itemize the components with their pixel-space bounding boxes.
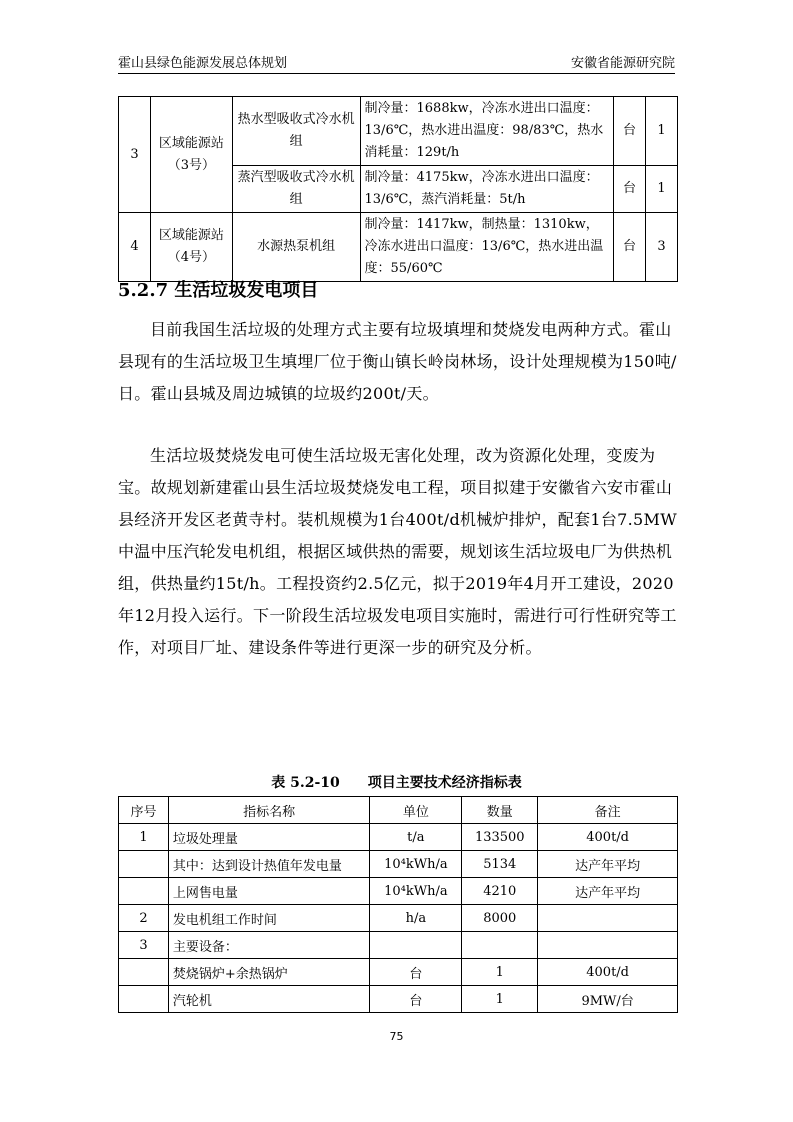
cell: [119, 878, 169, 905]
cell: 400t/d: [538, 959, 678, 986]
cell: [370, 932, 462, 959]
cell: 3: [119, 932, 169, 959]
cell: 9MW/台: [538, 986, 678, 1013]
table-row: [119, 905, 678, 932]
table-row: [119, 824, 678, 851]
station-name: 区域能源站 （4号）: [150, 213, 232, 282]
cell: 主要设备：: [168, 932, 369, 959]
cell: 1: [462, 986, 538, 1013]
table-row: [119, 213, 678, 282]
cell: [538, 905, 678, 932]
cell: 2: [119, 905, 169, 932]
cell: 1: [462, 959, 538, 986]
cell: 上网售电量: [168, 878, 369, 905]
cell: [462, 932, 538, 959]
table-row: [119, 986, 678, 1013]
cell: 5134: [462, 851, 538, 878]
cell: h/a: [370, 905, 462, 932]
cell: 发电机组工作时间: [168, 905, 369, 932]
cell: [538, 932, 678, 959]
header-rule: [118, 73, 675, 74]
column-header: 单位: [370, 797, 462, 824]
equipment-type: 水源热泵机组: [232, 213, 360, 282]
cell: [119, 959, 169, 986]
cell: 台: [370, 986, 462, 1013]
cell: 台: [370, 959, 462, 986]
cell: 1: [119, 824, 169, 851]
cell: 400t/d: [538, 824, 678, 851]
table-caption: 表 5.2-10 项目主要技术经济指标表: [271, 775, 522, 791]
cell: 焚烧锅炉+余热锅炉: [168, 959, 369, 986]
header-title: 霍山县绿色能源发展总体规划: [118, 56, 288, 71]
cell: 8000: [462, 905, 538, 932]
equipment-params: 制冷量：1417kw，制热量：1310kw，冷冻水进出口温度：13/6℃，热水进出温度：55/60℃: [360, 213, 614, 282]
equipment-qty: 1: [646, 97, 678, 166]
cell: 10⁴kWh/a: [370, 851, 462, 878]
cell: 133500: [462, 824, 538, 851]
page-number: 75: [389, 1030, 404, 1043]
row-number: 3: [119, 97, 151, 213]
section-heading: 5.2.7 生活垃圾发电项目: [118, 280, 319, 301]
equipment-unit: 台: [614, 213, 646, 282]
column-header: 数量: [462, 797, 538, 824]
paragraph: 生活垃圾焚烧发电可使生活垃圾无害化处理，改为资源化处理，变废为宝。故规划新建霍山县生活垃圾焚烧发电工程，项目拟建于安徽省六安市霍山县经济开发区老黄寺村。装机规模为1台400t/d机械炉排炉，配套1台7.5MW中温中压汽轮发电机组，根据区域供热的需要，规划该生活垃圾电厂为供热机组，供热量约15t/h。工程投资约2.5亿元，拟于2019年4月开工建设，2020年12月投入运行。下一阶段生活垃圾发电项目实施时，需进行可行性研究等工作，对项目厂址、建设条件等进行更深一步的研究及分析。: [118, 446, 677, 657]
station-name: 区域能源站 （3号）: [150, 97, 232, 213]
header-org: 安徽省能源研究院: [570, 56, 675, 71]
table-header-row: [119, 797, 678, 824]
equipment-qty: 3: [646, 213, 678, 282]
equipment-table: [118, 96, 678, 282]
table-row: [119, 959, 678, 986]
equipment-type: 热水型吸收式冷水机组: [232, 97, 360, 166]
equipment-params: 制冷量：4175kw，冷冻水进出口温度：13/6℃，蒸汽消耗量：5t/h: [360, 166, 614, 213]
cell: 达产年平均: [538, 851, 678, 878]
table-row: [119, 932, 678, 959]
table-row: [119, 878, 678, 905]
equipment-qty: 1: [646, 166, 678, 213]
column-header: 指标名称: [168, 797, 369, 824]
equipment-unit: 台: [614, 166, 646, 213]
cell: [119, 851, 169, 878]
cell: [119, 986, 169, 1013]
row-number: 4: [119, 213, 151, 282]
equipment-params: 制冷量：1688kw，冷冻水进出口温度：13/6℃，热水进出温度：98/83℃，热水消耗量：129t/h: [360, 97, 614, 166]
cell: 汽轮机: [168, 986, 369, 1013]
cell: 4210: [462, 878, 538, 905]
cell: 达产年平均: [538, 878, 678, 905]
cell: t/a: [370, 824, 462, 851]
tech-econ-table: [118, 796, 678, 1013]
table-row: [119, 97, 678, 166]
column-header: 序号: [119, 797, 169, 824]
paragraph: 目前我国生活垃圾的处理方式主要有垃圾填埋和焚烧发电两种方式。霍山县现有的生活垃圾卫生填埋厂位于衡山镇长岭岗林场，设计处理规模为150吨/日。霍山县城及周边城镇的垃圾约200t/天。: [118, 320, 677, 403]
cell: 垃圾处理量: [168, 824, 369, 851]
table-row: [119, 851, 678, 878]
cell: 其中：达到设计热值年发电量: [168, 851, 369, 878]
equipment-type: 蒸汽型吸收式冷水机组: [232, 166, 360, 213]
cell: 10⁴kWh/a: [370, 878, 462, 905]
column-header: 备注: [538, 797, 678, 824]
equipment-unit: 台: [614, 97, 646, 166]
